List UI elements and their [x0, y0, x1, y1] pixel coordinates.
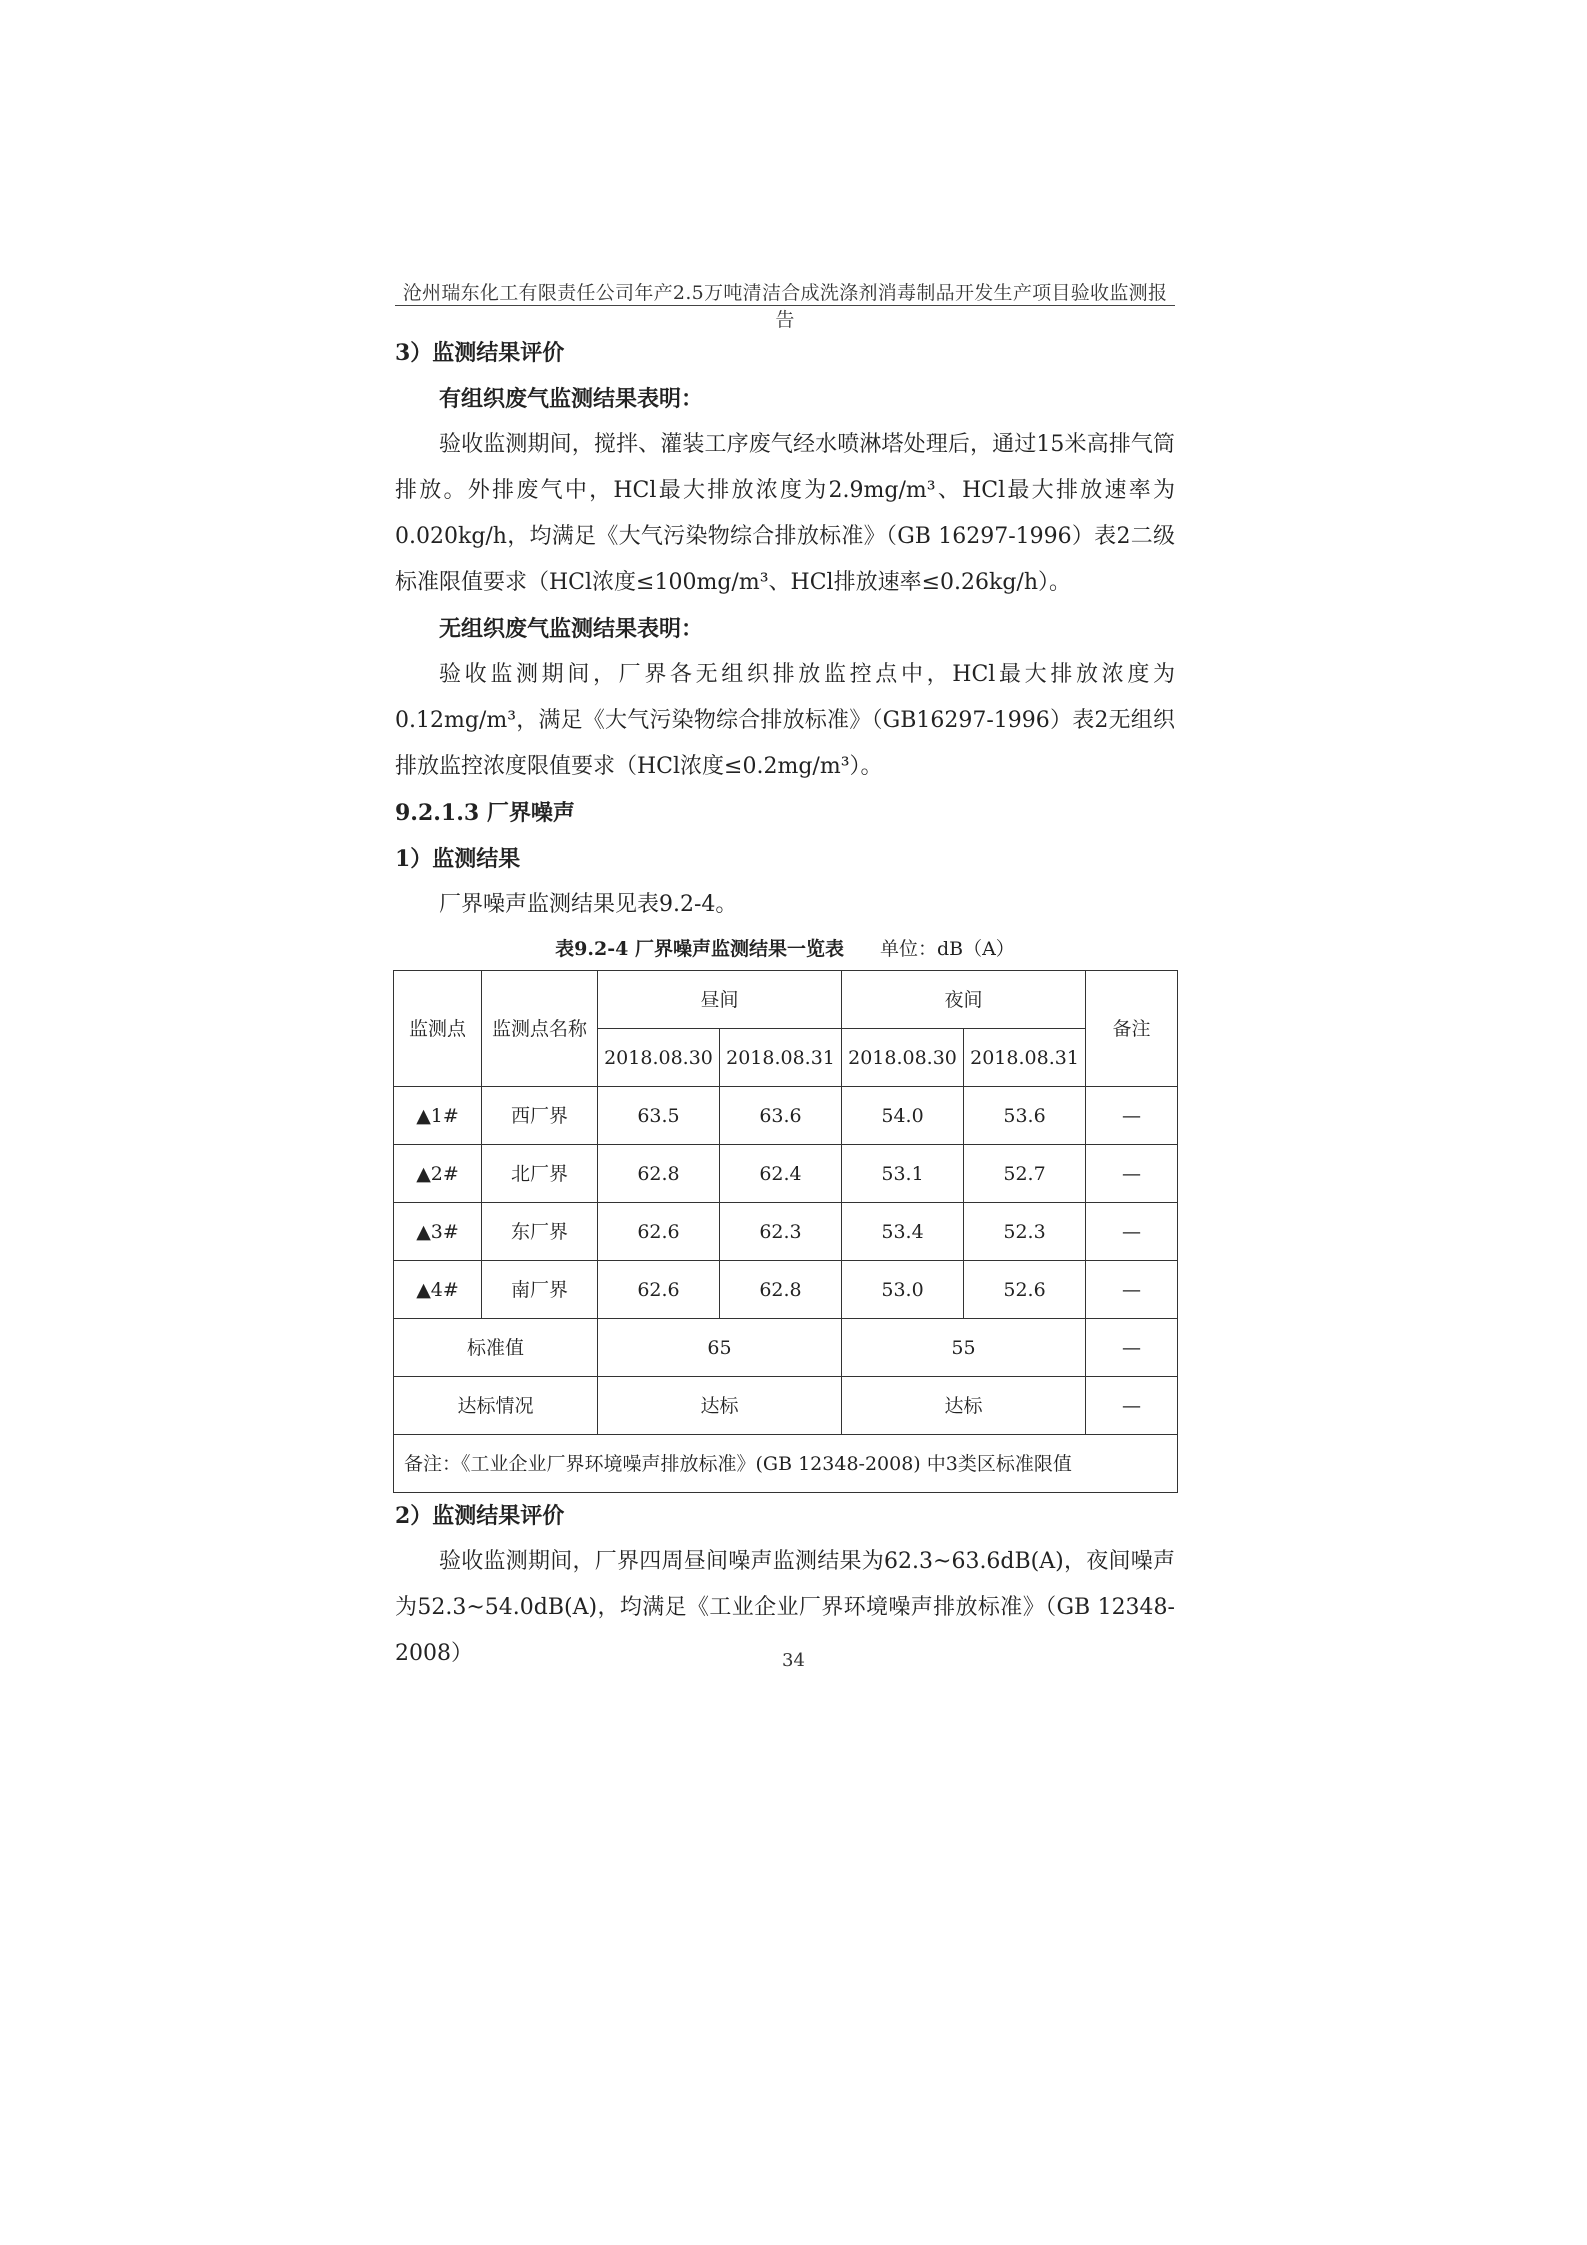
organized-gas-paragraph: 验收监测期间，搅拌、灌装工序废气经水喷淋塔处理后，通过15米高排气筒排放。外排废气中，HCl最大排放浓度为2.9mg/m³、HCl最大排放速率为0.020kg/h，均满足《大气污染物综合排放标准》（GB 16297-1996）表2二级标准限值要求（HCl浓度≤100mg/m³、HCl排放速率≤0.26kg/h）。 [395, 432, 1175, 595]
compliance-day: 达标 [598, 1377, 842, 1435]
cell-value: 63.5 [598, 1087, 720, 1145]
header-note: 备注 [1086, 971, 1178, 1087]
page-header: 沧州瑞东化工有限责任公司年产2.5万吨清洁合成洗涤剂消毒制品开发生产项目验收监测报告 [402, 282, 1168, 331]
cell-value: 53.0 [842, 1261, 964, 1319]
header-date: 2018.08.31 [720, 1029, 842, 1087]
page-content [395, 330, 1175, 1677]
compliance-night: 达标 [842, 1377, 1086, 1435]
standard-day: 65 [598, 1319, 842, 1377]
cell-value: 52.6 [964, 1261, 1086, 1319]
standard-label: 标准值 [394, 1319, 598, 1377]
cell-name: 北厂界 [482, 1145, 598, 1203]
cell-point: ▲3# [394, 1203, 482, 1261]
header-date: 2018.08.31 [964, 1029, 1086, 1087]
table-row [394, 1203, 1178, 1261]
unorganized-gas-paragraph: 验收监测期间，厂界各无组织排放监控点中，HCl最大排放浓度为0.12mg/m³，满足《大气污染物综合排放标准》（GB16297-1996）表2无组织排放监控浓度限值要求（HCl浓度≤0.2mg/m³）。 [395, 662, 1175, 779]
compliance-label: 达标情况 [394, 1377, 598, 1435]
cell-value: 62.3 [720, 1203, 842, 1261]
cell-point: ▲1# [394, 1087, 482, 1145]
section-heading-gas-eval: 3）监测结果评价 [395, 340, 565, 366]
cell-value: 52.3 [964, 1203, 1086, 1261]
cell-value: 54.0 [842, 1087, 964, 1145]
table-row [394, 1145, 1178, 1203]
compliance-note: — [1086, 1377, 1178, 1435]
unorganized-gas-title: 无组织废气监测结果表明： [439, 616, 704, 642]
header-point: 监测点 [394, 971, 482, 1087]
standard-note: — [1086, 1319, 1178, 1377]
table-caption [395, 932, 1175, 966]
table-header-row [394, 971, 1178, 1029]
table-footnote: 备注：《工业企业厂界环境噪声排放标准》(GB 12348-2008) 中3类区标准限值 [394, 1435, 1178, 1493]
cell-point: ▲2# [394, 1145, 482, 1203]
header-divider [395, 305, 1175, 306]
cell-value: 62.6 [598, 1203, 720, 1261]
noise-results-table [393, 970, 1178, 1493]
cell-value: 62.8 [720, 1261, 842, 1319]
cell-note: — [1086, 1087, 1178, 1145]
table-row [394, 1087, 1178, 1145]
cell-value: 53.1 [842, 1145, 964, 1203]
page-number: 34 [782, 1650, 805, 1671]
organized-gas-title: 有组织废气监测结果表明： [439, 386, 704, 412]
noise-eval-heading: 2）监测结果评价 [395, 1503, 565, 1529]
compliance-row [394, 1377, 1178, 1435]
table-row [394, 1261, 1178, 1319]
standard-night: 55 [842, 1319, 1086, 1377]
cell-note: — [1086, 1261, 1178, 1319]
section-heading-noise: 9.2.1.3 厂界噪声 [395, 800, 575, 826]
table-unit: 单位：dB（A） [879, 938, 1015, 960]
cell-note: — [1086, 1203, 1178, 1261]
cell-value: 52.7 [964, 1145, 1086, 1203]
footnote-row [394, 1435, 1178, 1493]
header-day: 昼间 [598, 971, 842, 1029]
cell-value: 62.6 [598, 1261, 720, 1319]
noise-intro: 厂界噪声监测结果见表9.2-4。 [439, 892, 738, 917]
header-date: 2018.08.30 [598, 1029, 720, 1087]
noise-result-heading: 1）监测结果 [395, 846, 521, 872]
noise-eval-paragraph: 验收监测期间，厂界四周昼间噪声监测结果为62.3~63.6dB(A)，夜间噪声为52.3~54.0dB(A)，均满足《工业企业厂界环境噪声排放标准》（GB 12348-2008） [395, 1549, 1175, 1666]
cell-name: 东厂界 [482, 1203, 598, 1261]
cell-note: — [1086, 1145, 1178, 1203]
cell-value: 53.6 [964, 1087, 1086, 1145]
header-date: 2018.08.30 [842, 1029, 964, 1087]
cell-point: ▲4# [394, 1261, 482, 1319]
standard-row [394, 1319, 1178, 1377]
cell-value: 53.4 [842, 1203, 964, 1261]
header-night: 夜间 [842, 971, 1086, 1029]
table-title: 表9.2-4 厂界噪声监测结果一览表 [555, 938, 844, 960]
cell-name: 西厂界 [482, 1087, 598, 1145]
cell-name: 南厂界 [482, 1261, 598, 1319]
cell-value: 63.6 [720, 1087, 842, 1145]
cell-value: 62.4 [720, 1145, 842, 1203]
header-point-name: 监测点名称 [482, 971, 598, 1087]
cell-value: 62.8 [598, 1145, 720, 1203]
